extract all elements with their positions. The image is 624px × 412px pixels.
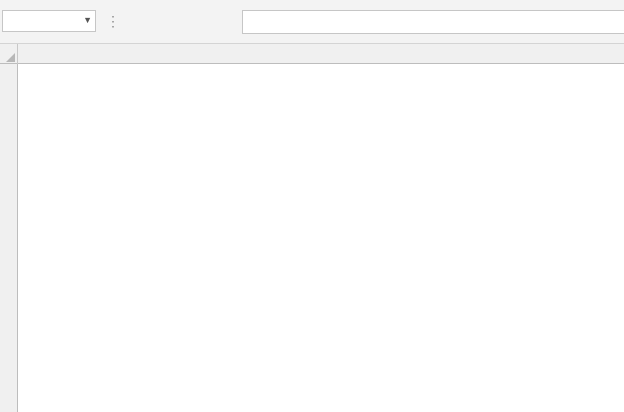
formula-bar [0, 0, 624, 44]
row-header-bar [0, 64, 18, 412]
worksheet-grid[interactable] [18, 64, 624, 412]
formula-input[interactable] [242, 10, 624, 34]
select-all-corner[interactable] [0, 44, 18, 64]
column-header-bar [0, 44, 624, 64]
cancel-icon[interactable] [138, 12, 158, 32]
chevron-down-icon[interactable]: ▼ [83, 15, 92, 25]
more-options-icon[interactable]: ⋮ [106, 13, 120, 29]
name-box[interactable] [2, 10, 96, 32]
enter-icon[interactable] [172, 12, 192, 32]
insert-function-icon[interactable] [208, 12, 228, 32]
